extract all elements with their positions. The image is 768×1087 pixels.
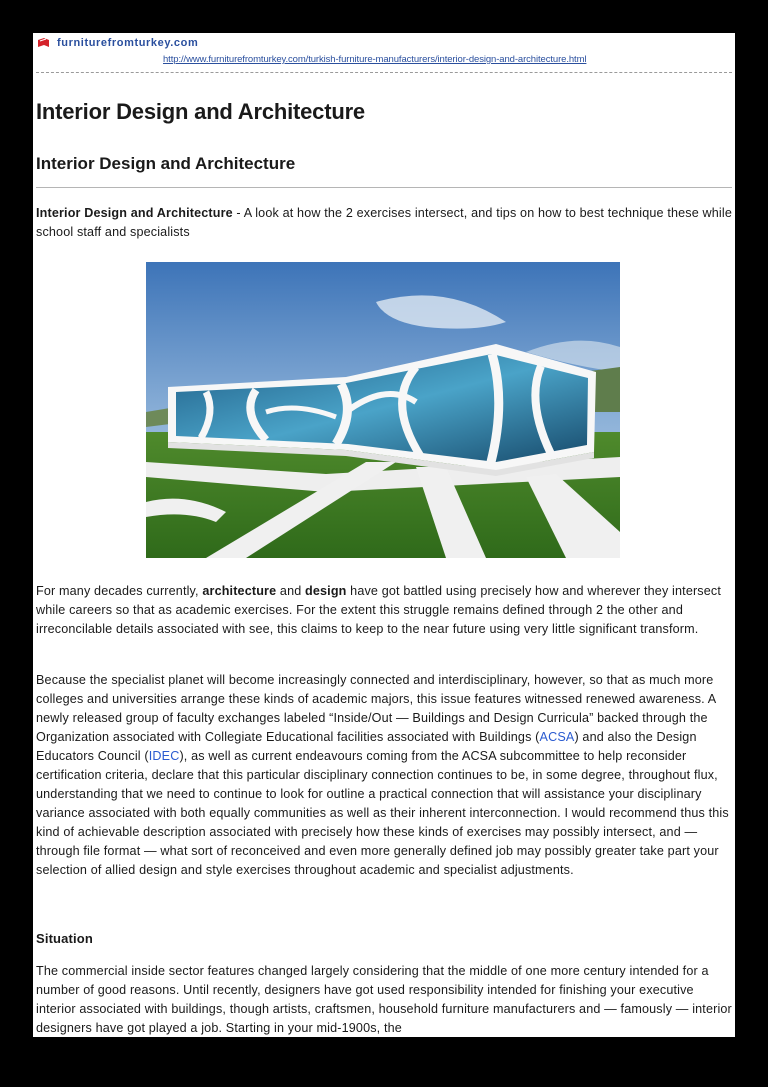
p1-text-2: and — [276, 584, 306, 598]
page-title: Interior Design and Architecture — [36, 99, 365, 124]
p2-text-1: Because the specialist planet will become increasingly connected and interdisciplinary, however, so that as much more colleges and universities arrange these kinds of academic majors, this issue features witnessed renewed awareness. A newly released group of faculty exchanges labeled “Inside/Out — Buildings and Design Curricula” backed through the Organization associated with Collegiate Educational facilities associated with Buildings ( — [36, 673, 716, 744]
p2-text-2: ) and also the Design Educators Council ( — [36, 730, 697, 763]
modern-glass-building-photo — [146, 262, 620, 558]
paragraph-2 — [36, 671, 732, 880]
document-page — [33, 33, 735, 1037]
title-divider — [36, 187, 732, 188]
p1-text-3: have got battled using precisely how and wherever they intersect while careers so that as academic exercises. For the extent this struggle remains defined through 2 the other and irreconcilable details associated with see, this claims to keep to the near future using very little significant transform. — [36, 584, 722, 636]
lead-paragraph — [36, 204, 732, 242]
source-url-link[interactable]: http://www.furniturefromturkey.com/turkish-furniture-manufacturers/interior-design-and-architecture.html — [163, 54, 587, 65]
lead-text: - A look at how the 2 exercises intersect, and tips on how to best technique these while school staff and specialists — [36, 206, 732, 239]
site-header — [33, 33, 735, 69]
paragraph-3 — [36, 962, 732, 1037]
header-divider — [36, 72, 732, 73]
p3-text: The commercial inside sector features changed largely considering that the middle of one more century intended for a number of good reasons. Until recently, designers have got used responsibility intended for finishing your executive interior associated with buildings, though artists, craftsmen, household furniture manufacturers and — famously — interior designers have got played a job. Starting in your mid-1900s, the — [36, 964, 732, 1035]
p1-text-1: For many decades currently, — [36, 584, 203, 598]
p1-bold-design: design — [305, 584, 347, 598]
red-bookmark-icon — [37, 37, 50, 48]
p1-bold-architecture: architecture — [202, 584, 277, 598]
p2-text-3: ), as well as current endeavours coming from the ACSA subcommittee to help reconsider certification criteria, declare that this particular disciplinary connection continues to be, in some degree, throughout flux, understanding that we need to continue to look for outline a practical connection that will assistance your disciplinary variance associated with both equally communities as well as their inherent interconnection. I would recommend thus this kind of achievable description associated with precisely how these kinds of exercises may possibly intersect, and — through file format — what sort of reconceived and even more generally defined job may possibly greater take part your selection of allied design and style exercises throughout academic and specialist adjustments. — [36, 749, 729, 877]
idec-link[interactable]: IDEC — [148, 749, 180, 763]
situation-heading: Situation — [36, 931, 93, 946]
paragraph-1 — [36, 582, 732, 639]
site-name-link[interactable]: furniturefromturkey.com — [57, 37, 199, 49]
acsa-link[interactable]: ACSA — [539, 730, 575, 744]
lead-bold-title: Interior Design and Architecture — [36, 206, 233, 220]
article-title: Interior Design and Architecture — [36, 154, 296, 173]
